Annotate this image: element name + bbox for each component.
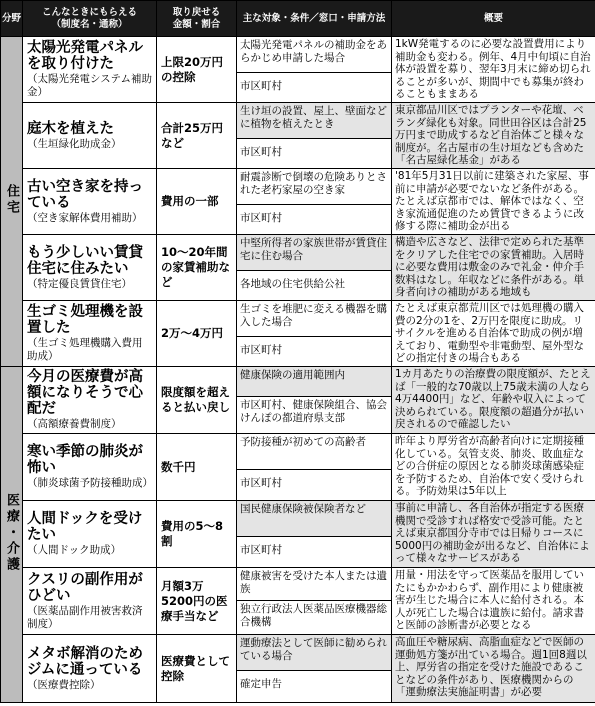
table-row xyxy=(1,367,595,434)
header-row xyxy=(1,1,595,37)
benefit-name: 今月の医療費が高額になりそうで心配だ xyxy=(27,369,143,417)
condition-text: 太陽光発電パネルの補助金をあらかじめ申請した場合 xyxy=(237,37,391,73)
benefit-name-cell xyxy=(23,169,157,235)
summary-text: 高血圧や糖尿病、高脂血症などで医師の運動処方箋が出ている場合。週1回8週以上、厚労省の指定を受けた施設であることなどの条件があり、医療機関からの「運動療法実施証明書」が必要 xyxy=(392,635,595,703)
header-conditions: 主な対象・条件／窓口・申請方法 xyxy=(237,1,392,37)
conditions-cell xyxy=(237,235,392,301)
benefit-subtitle: （医療費控除） xyxy=(27,678,101,691)
benefit-name-cell xyxy=(23,235,157,301)
conditions-cell xyxy=(237,501,392,568)
benefit-amount: 限度額を超えると払い戻し xyxy=(157,367,237,434)
header-summary: 概要 xyxy=(392,1,595,37)
benefit-amount: 費用の一部 xyxy=(157,169,237,235)
table-row xyxy=(1,568,595,635)
benefit-name: 寒い季節の肺炎が怖い xyxy=(27,444,143,476)
office-text: 確定申告 xyxy=(240,678,282,690)
condition-text: 国民健康保険被保険者など xyxy=(237,501,391,537)
benefit-name: もう少しいい賃貸住宅に住みたい xyxy=(27,244,143,277)
benefit-name-cell xyxy=(23,103,157,169)
table-row xyxy=(1,434,595,501)
conditions-cell xyxy=(237,367,392,434)
summary-text: 東京都品川区ではプランターや花壇、ベランダ緑化も対象。同世田谷区は合計25万円まで助成するなど自治体ごと様々な制度が。名古屋市の生け垣なども含めた「名古屋緑化基金」がある xyxy=(392,103,595,169)
table-row xyxy=(1,635,595,703)
table-row xyxy=(1,301,595,367)
benefit-subtitle: （生ゴミ処理機購入費用助成） xyxy=(27,337,143,362)
category-medical-care xyxy=(1,367,23,703)
benefit-subtitle: （医薬品副作用被害救済制度） xyxy=(27,604,143,630)
benefit-amount: 医療費として控除 xyxy=(157,635,237,703)
condition-text: 健康保険の適用範囲内 xyxy=(237,367,391,397)
table-row xyxy=(1,103,595,169)
category-label: 住宅 xyxy=(4,183,19,216)
benefit-amount: 月額3万5200円の医療手当など xyxy=(157,568,237,635)
benefit-subtitle: （肺炎球菌予防接種助成） xyxy=(27,477,153,489)
condition-text: 予防接種が初めての高齢者 xyxy=(237,434,391,470)
conditions-cell xyxy=(237,103,392,169)
benefit-name-cell xyxy=(23,301,157,367)
benefit-amount: 2万〜4万円 xyxy=(157,301,237,367)
benefit-subtitle: （人間ドック助成） xyxy=(27,544,122,556)
benefit-name-cell xyxy=(23,501,157,568)
office-text: 市区町村 xyxy=(240,344,282,356)
office-text: 市区町村 xyxy=(240,80,282,92)
category-housing xyxy=(1,37,23,367)
benefit-name: 生ゴミ処理機を設置した xyxy=(27,304,143,336)
benefit-subtitle: （高額療養費制度） xyxy=(27,418,122,430)
table-row xyxy=(1,235,595,301)
conditions-cell xyxy=(237,635,392,703)
benefit-subtitle: （特定優良賃貸住宅） xyxy=(27,277,132,290)
conditions-cell xyxy=(237,37,392,103)
benefit-name: 人間ドックを受けたい xyxy=(27,511,143,543)
benefit-name: クスリの副作用がひどい xyxy=(27,571,143,604)
benefit-name-cell xyxy=(23,367,157,434)
benefit-amount: 数千円 xyxy=(157,434,237,501)
office-text: 市区町村 xyxy=(240,544,282,556)
benefit-amount: 上限20万円の控除 xyxy=(157,37,237,103)
benefit-name-cell xyxy=(23,37,157,103)
summary-text: 昨年より厚労省が高齢者向けに定期接種化している。気管支炎、肺炎、敗血症などの合併症の原因となる肺炎球菌感染症を予防するため、自治体で安く受けられる。予防効果は5年以上 xyxy=(392,434,595,501)
benefit-name: メタボ解消のためジムに通っている xyxy=(27,645,143,678)
summary-text: '81年5月31日以前に建築された家屋、事前に申請が必要でないなど条件がある。たとえば京都市では、解体ではなく、空き家流通促進のため賃貸できるように改修する際に補助金が出る xyxy=(392,169,595,235)
office-text: 独立行政法人医薬品医療機器総合機構 xyxy=(240,603,387,628)
benefit-amount: 費用の5〜8割 xyxy=(157,501,237,568)
benefit-name-cell xyxy=(23,635,157,703)
condition-text: 中堅所得者の家族世帯が賃貸住宅に住む場合 xyxy=(237,235,391,271)
benefit-name-cell xyxy=(23,568,157,635)
benefit-amount: 合計25万円など xyxy=(157,103,237,169)
benefit-subtitle: （太陽光発電システム補助金） xyxy=(27,73,152,98)
conditions-cell xyxy=(237,434,392,501)
header-name: こんなときにもらえる （制度名・通称） xyxy=(23,1,157,37)
table-row xyxy=(1,37,595,103)
office-text: 市区町村 xyxy=(240,477,282,489)
condition-text: 運動療法として医師に勧められている場合 xyxy=(237,635,391,671)
office-text: 市区町村、健康保険組合、協会けんぽの都道府県支部 xyxy=(240,399,387,424)
table-row xyxy=(1,169,595,235)
office-text: 各地域の住宅供給公社 xyxy=(240,278,345,290)
conditions-cell xyxy=(237,169,392,235)
summary-text: 事前に申請し、各自治体が指定する医療機関で受診すれば格安で受診可能。たとえば東京都国分寺市では日帰りコースに5000円の補助金が出るなど、自治体によって様々なサービスがある xyxy=(392,501,595,568)
summary-text: たとえば東京都荒川区では処理機の購入費の2分の1を、2万円を限度に助成。リサイクルを進める自治体で助成の例が増えており、電動型や非電動型、屋外型などの指定付きの場合もある xyxy=(392,301,595,367)
category-label: 医療・介護 xyxy=(4,492,19,573)
condition-text: 生け垣の設置、屋上、壁面などに植物を植えたとき xyxy=(237,103,391,139)
benefit-subtitle: （生垣緑化助成金） xyxy=(27,137,122,150)
header-category: 分野 xyxy=(1,1,23,37)
benefit-name-cell xyxy=(23,434,157,501)
condition-text: 生ゴミを堆肥に変える機器を購入した場合 xyxy=(237,301,391,337)
summary-text: 1カ月あたりの治療費の限度額が、たとえば「一般的な70歳以上75歳未満の人なら4万4400円」など、年齢や収入によって決められている。限度額の超過分が払い戻されるので確認したい xyxy=(392,367,595,434)
benefit-subtitle: （空き家解体費用補助） xyxy=(27,211,143,224)
conditions-cell xyxy=(237,301,392,367)
table-row xyxy=(1,501,595,568)
condition-text: 健康被害を受けた本人または遺族 xyxy=(237,568,391,601)
office-text: 市区町村 xyxy=(240,146,282,158)
benefit-name: 古い空き家を持っている xyxy=(27,178,143,211)
header-amount: 取り戻せる 金額・割合 xyxy=(157,1,237,37)
conditions-cell xyxy=(237,568,392,635)
summary-text: 用量・用法を守って医薬品を服用していたにもかかわらず、副作用により健康被害が生じた場合に本人に給付される。本人が死亡した場合は遺族に給付。請求書と医師の診断書が必要となる xyxy=(392,568,595,635)
summary-text: 1kW発電するのに必要な設置費用により補助金も変わる。例年、4月中旬頃に自治体が設置を募り、翌年3月末に締め切られることが多いが、期間中でも募集が終わることもままある xyxy=(392,37,595,103)
benefit-name: 庭木を植えた xyxy=(27,120,114,137)
office-text: 市区町村 xyxy=(240,212,282,224)
benefit-name: 太陽光発電パネルを取り付けた xyxy=(27,40,143,72)
condition-text: 耐震診断で倒壊の危険ありとされた老朽家屋の空き家 xyxy=(237,169,391,205)
summary-text: 構造や広さなど、法律で定められた基準をクリアした住宅での家賃補助。入居時に必要な費用は敷金のみで礼金・仲介手数料はなし。年収などに条件がある。単身者向けの補助がある地域も xyxy=(392,235,595,301)
benefit-amount: 10〜20年間の家賃補助など xyxy=(157,235,237,301)
